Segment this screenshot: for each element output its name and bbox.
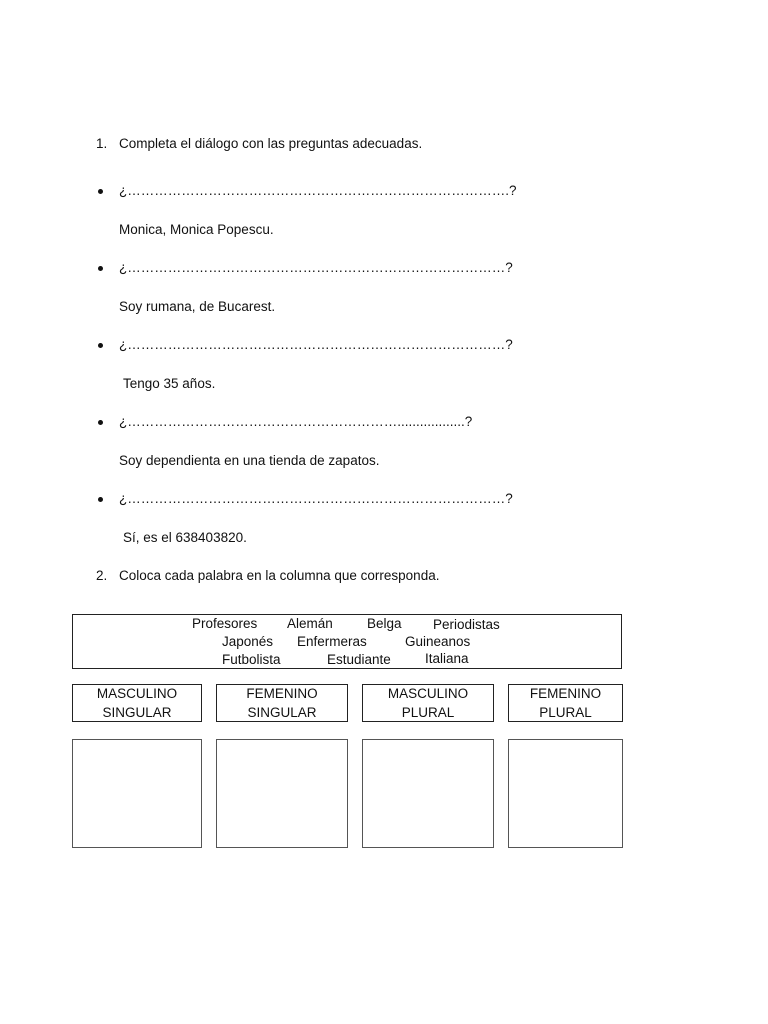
question-blank-5[interactable]: ¿…………………………………………………………………………? (119, 491, 513, 506)
answer-3: Tengo 35 años. (123, 376, 216, 391)
question-blank-1[interactable]: ¿………………………………………………………………………….? (119, 183, 517, 198)
column-header-line2: PLURAL (539, 705, 592, 720)
word-estudiante[interactable]: Estudiante (327, 652, 391, 667)
question-blank-4[interactable]: ¿……………………………………………………..................? (119, 414, 473, 429)
column-header-line1: FEMENINO (246, 686, 318, 701)
word-enfermeras[interactable]: Enfermeras (297, 634, 367, 649)
column-header-masculino-plural (362, 684, 494, 722)
word-aleman[interactable]: Alemán (287, 616, 333, 631)
bullet-1 (98, 189, 103, 194)
column-header-line2: PLURAL (401, 705, 455, 720)
exercise-1-number: 1. (96, 136, 108, 151)
word-guineanos[interactable]: Guineanos (405, 634, 471, 649)
column-header-masculino-singular (72, 684, 202, 722)
drop-box-masculino-plural[interactable] (362, 739, 494, 848)
question-blank-3[interactable]: ¿…………………………………………………………………………? (119, 337, 513, 352)
word-bank (72, 614, 622, 669)
bullet-2 (98, 266, 103, 271)
bullet-5 (98, 497, 103, 502)
question-blank-2[interactable]: ¿…………………………………………………………………………? (119, 260, 513, 275)
column-header-line2: SINGULAR (247, 705, 317, 720)
exercise-1-instruction: Completa el diálogo con las preguntas adecuadas. (119, 136, 423, 151)
word-belga[interactable]: Belga (367, 616, 402, 631)
exercise-2-instruction: Coloca cada palabra en la columna que corresponda. (119, 568, 440, 583)
word-futbolista[interactable]: Futbolista (222, 652, 281, 667)
column-header-line2: SINGULAR (102, 705, 172, 720)
word-periodistas[interactable]: Periodistas (433, 617, 500, 632)
word-profesores[interactable]: Profesores (192, 616, 258, 631)
answer-4: Soy dependienta en una tienda de zapatos. (119, 453, 380, 468)
drop-box-femenino-singular[interactable] (216, 739, 348, 848)
bullet-3 (98, 343, 103, 348)
column-header-femenino-singular (216, 684, 348, 722)
word-italiana[interactable]: Italiana (425, 651, 469, 666)
answer-5: Sí, es el 638403820. (123, 530, 247, 545)
word-japones[interactable]: Japonés (222, 634, 274, 649)
answer-2: Soy rumana, de Bucarest. (119, 299, 276, 314)
column-header-line1: MASCULINO (387, 686, 469, 701)
drop-box-femenino-plural[interactable] (508, 739, 623, 848)
answer-1: Monica, Monica Popescu. (119, 222, 274, 237)
column-header-femenino-plural (508, 684, 623, 722)
drop-box-masculino-singular[interactable] (72, 739, 202, 848)
exercise-2-number: 2. (96, 568, 108, 583)
column-header-line1: FEMENINO (529, 686, 602, 701)
column-header-line1: MASCULINO (96, 686, 178, 701)
bullet-4 (98, 420, 103, 425)
